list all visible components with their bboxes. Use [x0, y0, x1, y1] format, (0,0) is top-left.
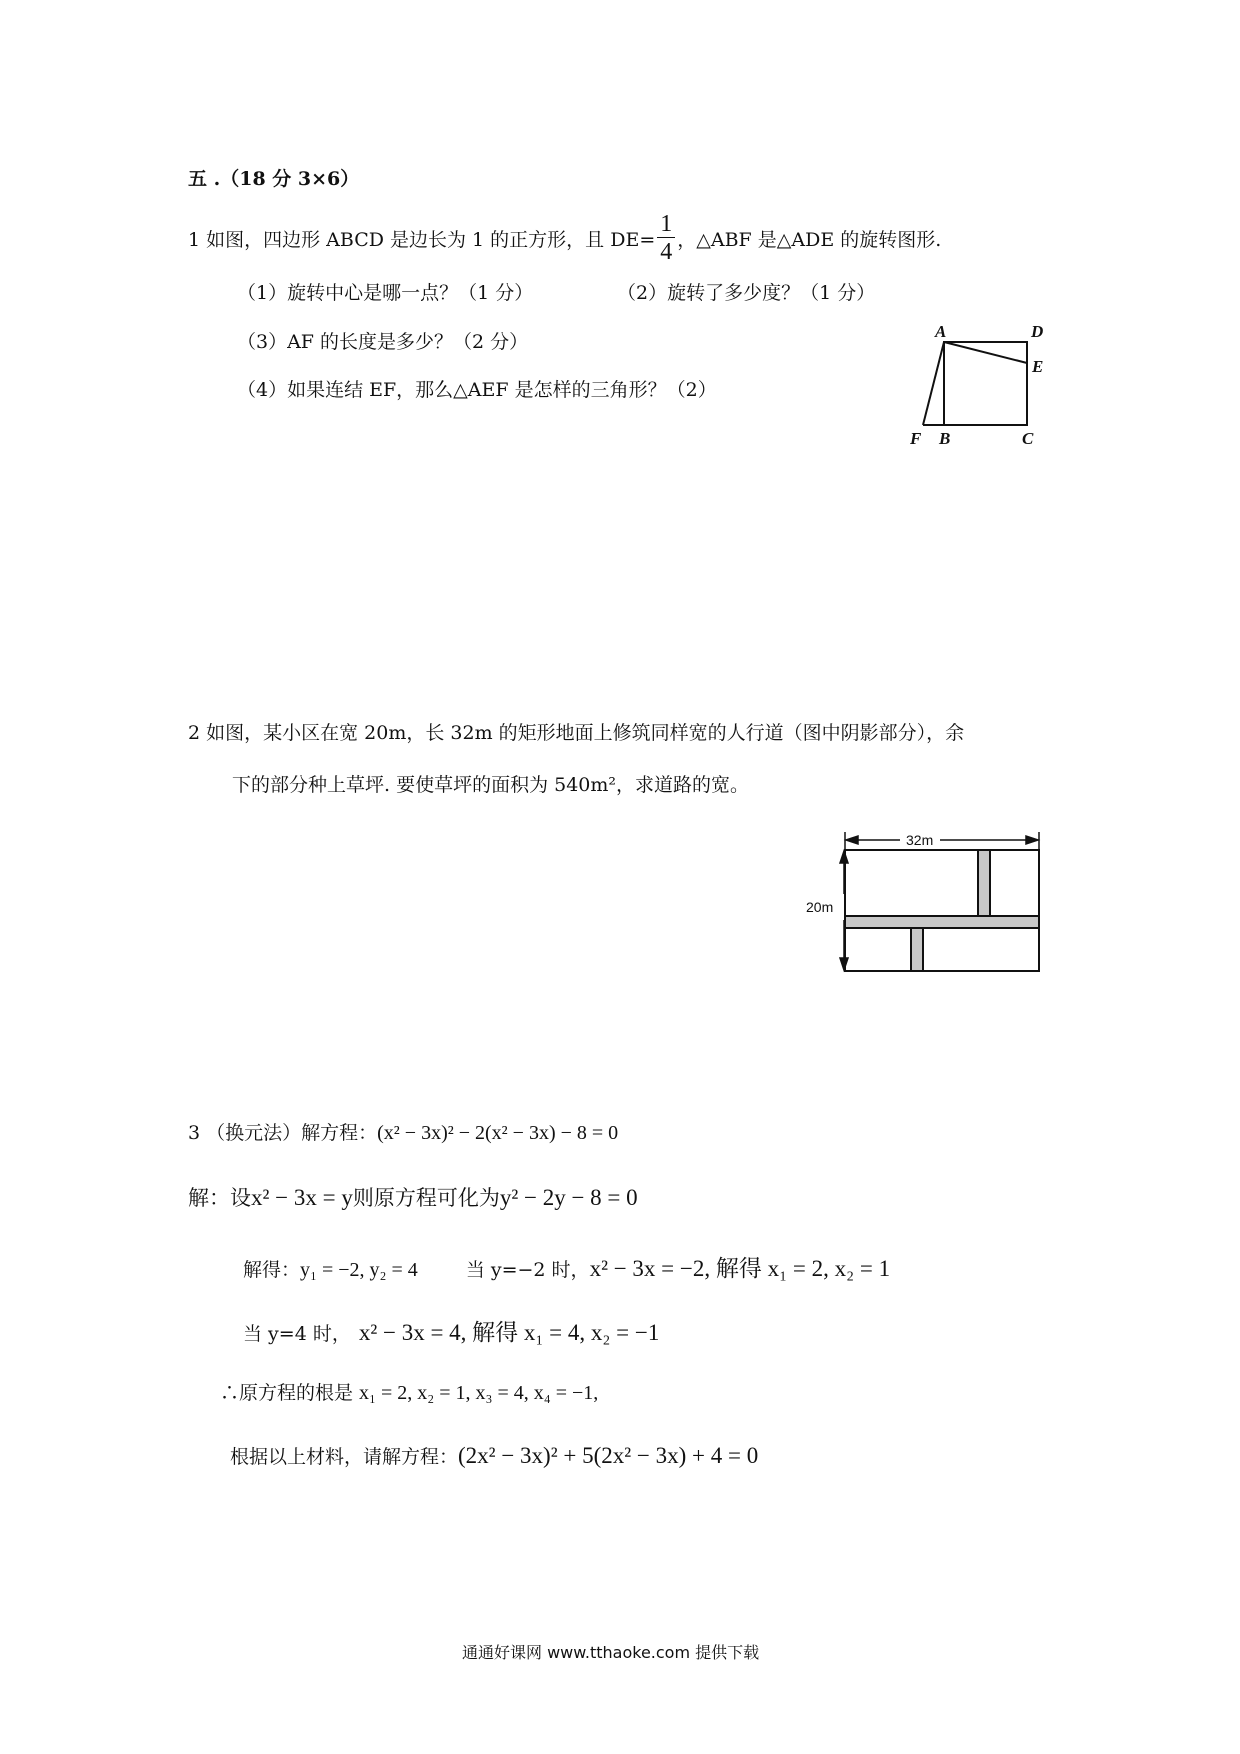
q1-fraction-numerator: 1 — [657, 212, 675, 238]
q1-intro-b: ，△ABF 是△ADE 的旋转图形. — [677, 228, 942, 251]
q3-sol-label: 解：设 — [188, 1186, 251, 1210]
segment-af — [923, 342, 944, 425]
q3-prompt-row — [188, 1118, 618, 1145]
q1-sub1: （1）旋转中心是哪一点？（1 分） — [237, 282, 534, 304]
label-f: F — [910, 429, 922, 448]
q3-sol-equation: y² − 2y − 8 = 0 — [499, 1185, 638, 1210]
q1-sub4: （4）如果连结 EF，那么△AEF 是怎样的三角形？（2） — [237, 379, 717, 401]
q3-task-equation: (2x² − 3x)² + 5(2x² − 3x) + 4 = 0 — [458, 1443, 759, 1468]
q1-fraction — [657, 212, 675, 264]
q1-sub2: （2）旋转了多少度？（1 分） — [617, 282, 876, 304]
q3-step1-label: 解得： — [243, 1259, 301, 1281]
height-arrowhead-bottom — [840, 958, 848, 970]
q3-step1-roots: y₁ = −2, y₂ = 4 — [300, 1259, 418, 1281]
label-b: B — [939, 429, 951, 448]
vertical-road-top — [978, 850, 990, 916]
width-arrowhead-left — [846, 836, 858, 844]
q3-task-label: 根据以上材料，请解方程： — [230, 1446, 459, 1468]
q3-step2-case: 当 y=4 时， — [243, 1323, 351, 1345]
segment-ae — [944, 342, 1027, 363]
width-label: 32m — [906, 832, 934, 848]
q2-line2: 下的部分种上草坪. 要使草坪的面积为 540m²，求道路的宽。 — [232, 774, 750, 796]
q2-road-figure — [800, 828, 1045, 978]
q3-step1-equation: x² − 3x = −2, 解得 x₁ = 2, x₂ = 1 — [589, 1256, 891, 1281]
q2-line1: 2 如图，某小区在宽 20m，长 32m 的矩形地面上修筑同样宽的人行道（图中阴影部分），余 — [188, 722, 965, 744]
q3-solution-row — [188, 1182, 638, 1212]
height-arrowhead-top — [840, 851, 848, 863]
q1-intro-a: 1 如图，四边形 ABCD 是边长为 1 的正方形，且 DE= — [188, 228, 656, 251]
footer-download-note: 通通好课网 www.tthaoke.com 提供下载 — [462, 1643, 760, 1662]
q3-task-row — [230, 1442, 758, 1469]
label-c: C — [1022, 429, 1034, 448]
field-rectangle — [845, 850, 1039, 971]
q3-step2-row — [243, 1314, 659, 1347]
q1-fraction-denominator: 4 — [660, 239, 673, 265]
label-d: D — [1031, 322, 1044, 341]
q3-step2-equation: x² − 3x = 4, 解得 x₁ = 4, x₂ = −1 — [358, 1320, 660, 1345]
q3-step1-row — [243, 1250, 890, 1283]
width-arrowhead-right — [1026, 836, 1038, 844]
q3-prompt-equation: (x² − 3x)² − 2(x² − 3x) − 8 = 0 — [377, 1122, 619, 1144]
label-e: E — [1032, 357, 1044, 376]
q1-intro — [188, 212, 941, 264]
q1-square-figure — [895, 315, 1065, 450]
road-shading — [845, 850, 1039, 971]
q1-sub3: （3）AF 的长度是多少？（2 分） — [237, 331, 529, 353]
q3-sol-substitution: x² − 3x = y — [251, 1185, 353, 1210]
section-title: 五 .（18 分 3×6） — [188, 168, 360, 190]
height-label: 20m — [806, 899, 834, 915]
horizontal-road — [845, 916, 1039, 928]
q3-conclusion-row — [220, 1378, 598, 1405]
q3-prompt: 3 （换元法）解方程： — [188, 1122, 378, 1144]
square-abcd — [944, 342, 1027, 425]
vertical-road-bottom — [911, 928, 923, 971]
q3-sol-mid: 则原方程可化为 — [352, 1186, 500, 1210]
q3-step1-case: 当 y=−2 时， — [465, 1259, 590, 1281]
label-a: A — [935, 322, 947, 341]
q3-conclusion-roots: x₁ = 2, x₂ = 1, x₃ = 4, x₄ = −1, — [359, 1382, 599, 1404]
q3-conclusion-label: ∴原方程的根是 — [220, 1382, 354, 1404]
